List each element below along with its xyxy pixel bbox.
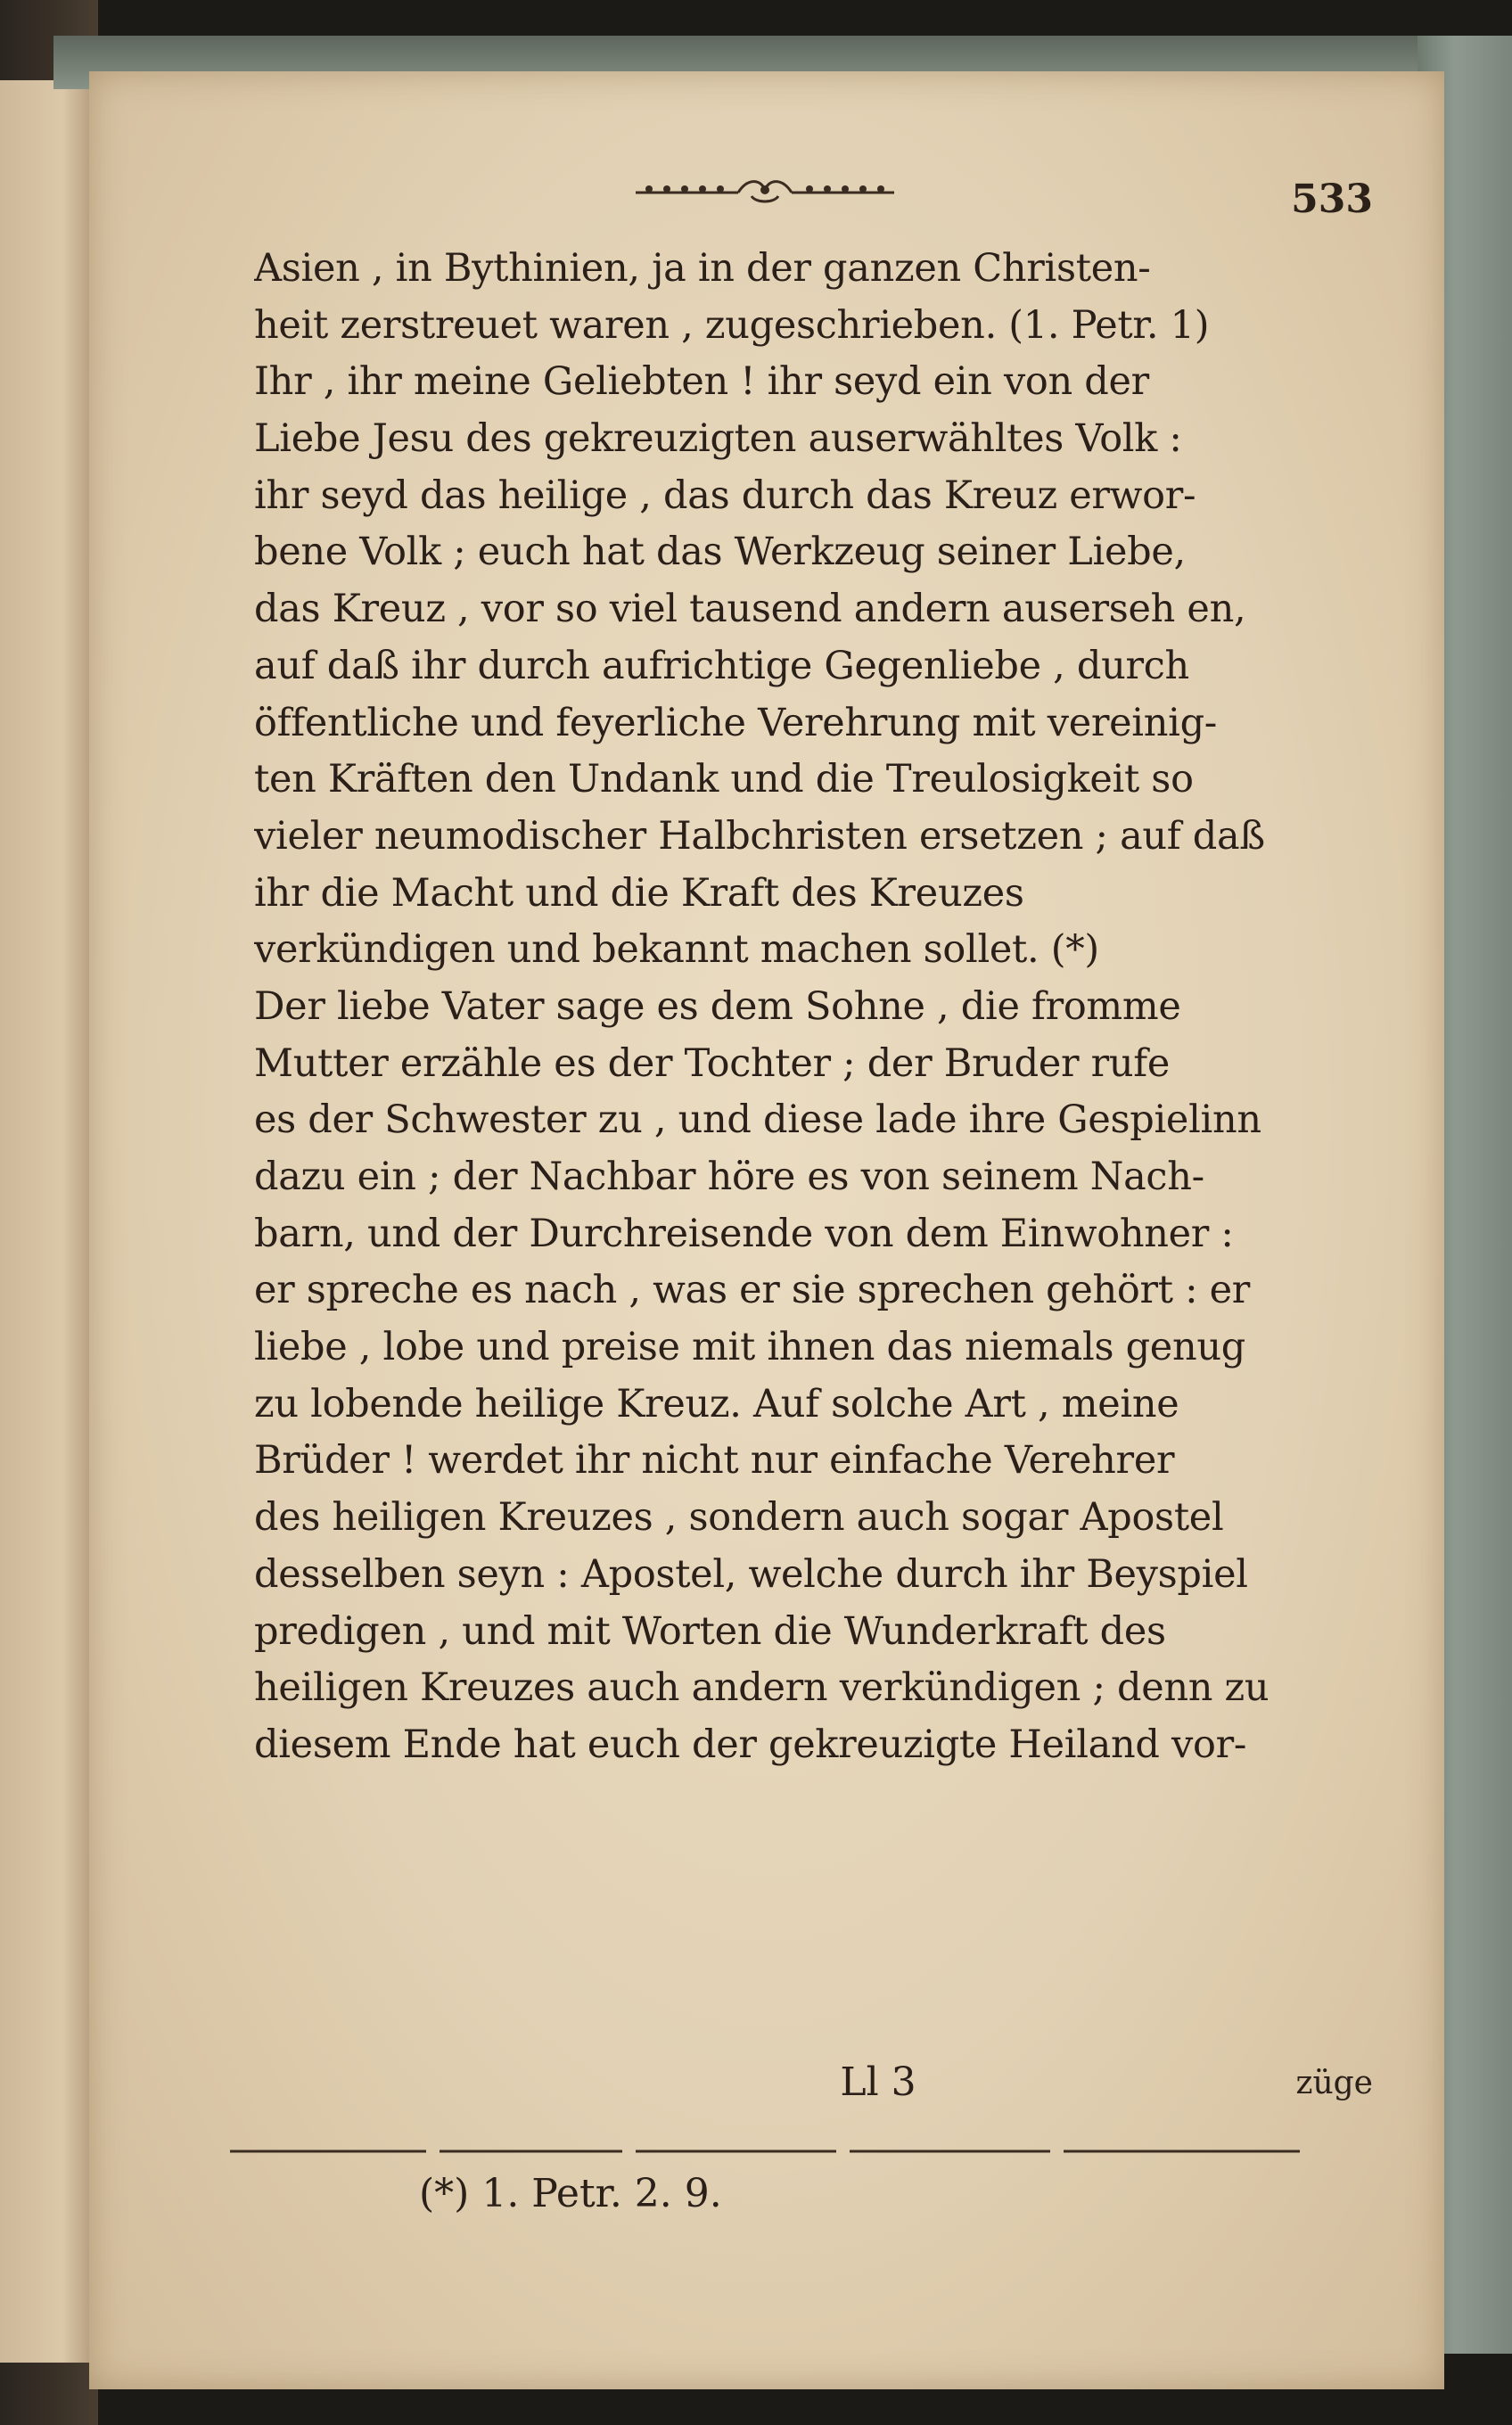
text-line: heit zerstreuet waren , zugeschrieben. (1. Petr. 1) xyxy=(254,302,1210,348)
footnote: (*) 1. Petr. 2. 9. xyxy=(419,2171,722,2216)
text-line: bene Volk ; euch hat das Werkzeug seiner Liebe, xyxy=(254,530,1186,575)
text-line: dazu ein ; der Nachbar höre es von seinem Nach- xyxy=(254,1155,1204,1199)
text-line: Ihr , ihr meine Geliebten ! ihr seyd ein von der xyxy=(254,359,1149,405)
page-number: 533 xyxy=(1291,177,1373,222)
text-line: verkündigen und bekannt machen sollet. (*) xyxy=(254,927,1099,973)
text-line: Mutter erzähle es der Tochter ; der Bruder rufe xyxy=(254,1040,1171,1086)
text-line: auf daß ihr durch aufrichtige Gegenliebe , durch xyxy=(254,643,1189,688)
footnote-rule xyxy=(230,2149,1300,2154)
text-line: desselben seyn : Apostel, welche durch ihr Beyspiel xyxy=(254,1551,1248,1597)
text-line: Asien , in Bythinien, ja in der ganzen Christen- xyxy=(254,246,1151,291)
body-text xyxy=(254,241,1373,1774)
text-line: barn, und der Durchreisende von dem Einwohner : xyxy=(254,1211,1234,1256)
text-line: das Kreuz , vor so viel tausend andern auserseh en, xyxy=(254,587,1246,632)
signature-line xyxy=(250,2059,1373,2113)
text-line: vieler neumodischer Halbchristen ersetzen ; auf daß xyxy=(254,813,1265,859)
book-page xyxy=(89,71,1444,2389)
text-line: liebe , lobe und preise mit ihnen das niemals genug xyxy=(254,1325,1245,1370)
previous-page-edge xyxy=(0,80,91,2363)
text-line: ihr die Macht und die Kraft des Kreuzes xyxy=(254,870,1024,916)
catchword: züge xyxy=(1295,2065,1373,2101)
ornament-headpiece xyxy=(631,177,899,203)
text-line: ten Kräften den Undank und die Treulosigkeit so xyxy=(254,757,1194,802)
text-line: er spreche es nach , was er sie sprechen gehört : er xyxy=(254,1268,1251,1313)
text-line: Liebe Jesu des gekreuzigten auserwähltes Volk : xyxy=(254,416,1182,462)
text-line: es der Schwester zu , und diese lade ihre Gespielinn xyxy=(254,1097,1261,1143)
text-line: des heiligen Kreuzes , sondern auch sogar Apostel xyxy=(254,1495,1224,1541)
text-line: zu lobende heilige Kreuz. Auf solche Art , meine xyxy=(254,1381,1179,1426)
text-line: öffentliche und feyerliche Verehrung mit vereinig- xyxy=(254,700,1218,745)
text-line: predigen , und mit Worten die Wunderkraft des xyxy=(254,1608,1166,1654)
printer-signature: Ll 3 xyxy=(840,2059,916,2105)
text-line: heiligen Kreuzes auch andern verkündigen ; denn zu xyxy=(254,1665,1270,1711)
text-line: ihr seyd das heilige , das durch das Kreuz erwor- xyxy=(254,473,1196,518)
text-line: diesem Ende hat euch der gekreuzigte Heiland vor- xyxy=(254,1722,1247,1767)
text-line: Brüder ! werdet ihr nicht nur einfache Verehrer xyxy=(254,1438,1175,1484)
text-line: Der liebe Vater sage es dem Sohne , die fromme xyxy=(254,983,1181,1029)
